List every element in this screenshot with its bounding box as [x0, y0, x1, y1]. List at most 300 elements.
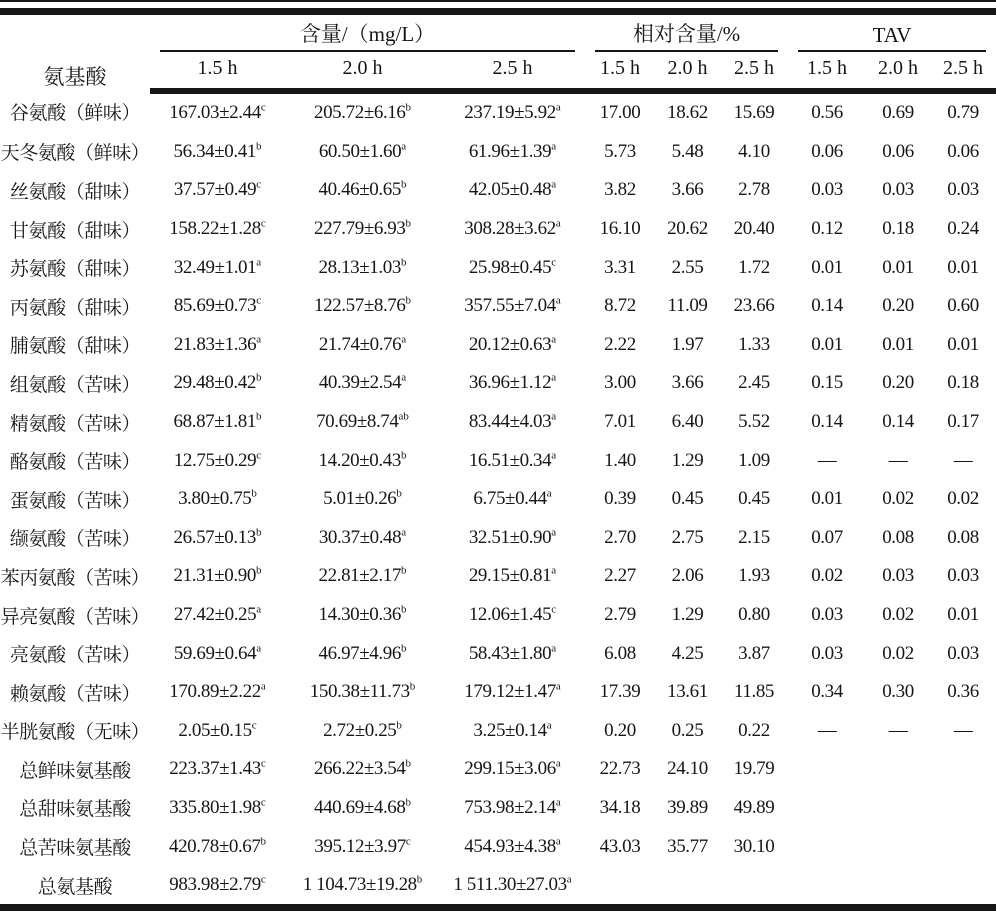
significance-superscript: c — [260, 101, 266, 114]
content-value-cell: 983.98±2.79$^c$ — [169, 873, 266, 896]
content-value-cell: 150.38±11.73$^b$ — [309, 680, 416, 703]
significance-superscript: c — [260, 873, 266, 886]
significance-superscript: b — [255, 526, 262, 539]
content-value-cell: 12.75±0.29$^c$ — [173, 449, 262, 471]
amino-acid-name: 甘氨酸（甜味） — [9, 220, 141, 242]
relative-value-cell: 5.73 — [604, 140, 636, 162]
tav-value-cell: 0.03 — [811, 604, 843, 626]
relative-value-cell: 17.00 — [599, 102, 641, 124]
content-value-cell: 440.69±4.68$^b$ — [313, 796, 412, 818]
tav-value-cell: 0.02 — [882, 488, 914, 510]
content-value-cell: 40.39±2.54$^a$ — [318, 372, 407, 394]
tav-value-cell: 0.02 — [882, 604, 914, 626]
content-value-cell: 395.12±3.97$^c$ — [314, 835, 411, 857]
content-value-cell: 14.30±0.36$^b$ — [318, 603, 407, 626]
content-value-cell: 3.80±0.75$^b$ — [178, 487, 257, 510]
amino-acid-name: 丙氨酸（甜味） — [9, 297, 141, 319]
significance-superscript: a — [551, 642, 557, 655]
tav-group-label: TAV — [798, 23, 986, 52]
significance-superscript: a — [256, 642, 262, 655]
tav-value-cell: 0.01 — [811, 488, 843, 510]
relative-value-cell: 20.62 — [667, 218, 708, 240]
tav-value-cell — [788, 789, 866, 828]
tav-value-cell: 0.06 — [947, 140, 979, 162]
tav-value-cell: 0.03 — [882, 179, 914, 201]
content-value-cell: 335.80±1.98$^c$ — [169, 796, 266, 818]
amino-acid-name: 缬氨酸（苦味） — [9, 529, 141, 551]
significance-superscript: b — [260, 835, 267, 848]
table-row — [0, 673, 996, 712]
relative-value-cell: 23.66 — [733, 295, 775, 317]
significance-superscript: a — [546, 719, 552, 732]
content-value-cell: 27.42±0.25$^a$ — [173, 603, 262, 626]
tav-value-cell — [930, 866, 996, 908]
amino-acid-name: 天冬氨酸（鲜味） — [0, 143, 150, 165]
content-value-cell: 2.72±0.25$^b$ — [323, 719, 402, 741]
content-value-cell: 20.12±0.63$^a$ — [468, 333, 557, 355]
top-rule — [0, 0, 996, 2]
relative-value-cell: 18.62 — [667, 102, 708, 124]
relative-value-cell: 2.79 — [604, 604, 636, 626]
content-sub-header-3: 2.5 h — [440, 52, 585, 91]
content-value-cell: 26.57±0.13$^b$ — [173, 526, 262, 548]
table-row — [0, 634, 996, 673]
significance-superscript: a — [555, 835, 561, 848]
relative-value-cell: 13.61 — [667, 681, 708, 703]
tav-value-cell: 0.06 — [811, 140, 843, 162]
significance-superscript: b — [405, 294, 412, 307]
tav-value-cell: 0.24 — [947, 218, 979, 240]
significance-superscript: b — [400, 603, 407, 616]
tav-value-cell — [788, 866, 866, 908]
content-value-cell: 21.83±1.36$^a$ — [173, 333, 262, 355]
tav-value-cell: 0.14 — [811, 295, 843, 317]
significance-superscript: c — [256, 449, 262, 462]
content-value-cell: 16.51±0.34$^a$ — [468, 449, 557, 471]
tav-value-cell: 0.60 — [947, 295, 979, 317]
content-value-cell: 454.93±4.38$^a$ — [464, 835, 561, 857]
significance-superscript: a — [551, 410, 557, 423]
amino-acid-name: 苏氨酸（甜味） — [9, 259, 141, 281]
relative-value-cell: 16.10 — [599, 218, 641, 240]
amino-acid-name: 精氨酸（苦味） — [9, 413, 141, 435]
significance-superscript: a — [401, 526, 407, 539]
relative-value-cell — [720, 866, 788, 908]
significance-superscript: c — [260, 217, 266, 230]
relative-value-cell: 2.78 — [738, 179, 770, 201]
relative-value-cell: 3.66 — [671, 179, 704, 201]
tav-value-cell: 0.01 — [811, 333, 843, 355]
significance-superscript: c — [256, 294, 262, 307]
amino-acid-name: 苯丙氨酸（苦味） — [0, 567, 150, 589]
tav-value-cell — [866, 789, 930, 828]
significance-superscript: c — [251, 719, 257, 732]
relative-sub-header-1: 1.5 h — [585, 52, 655, 91]
significance-superscript: a — [555, 680, 561, 693]
amino-acid-name: 总氨基酸 — [37, 876, 113, 898]
amino-acid-name: 蛋氨酸（苦味） — [9, 490, 141, 512]
content-value-cell: 5.01±0.26$^b$ — [323, 487, 402, 510]
table-row — [0, 171, 996, 210]
significance-superscript: a — [555, 796, 561, 809]
relative-value-cell: 11.09 — [667, 295, 708, 317]
tav-value-cell: 0.03 — [811, 179, 843, 201]
relative-value-cell: 5.48 — [671, 140, 704, 162]
content-value-cell: 37.57±0.49$^c$ — [173, 179, 262, 201]
table-row — [0, 596, 996, 635]
significance-superscript: a — [256, 603, 262, 616]
relative-value-cell: 0.25 — [671, 719, 704, 741]
significance-superscript: a — [551, 333, 557, 346]
amino-acid-name: 总苦味氨基酸 — [19, 838, 131, 860]
tav-value-cell: 0.03 — [947, 565, 979, 587]
tav-value-cell: 0.12 — [811, 218, 843, 240]
content-value-cell: 2.05±0.15$^c$ — [178, 719, 257, 741]
relative-value-cell: 7.01 — [604, 411, 636, 433]
significance-superscript: a — [401, 333, 407, 346]
amino-acid-name: 亮氨酸（苦味） — [9, 645, 141, 667]
tav-value-cell: 0.01 — [947, 333, 979, 355]
tav-value-cell — [930, 750, 996, 789]
table-row — [0, 326, 996, 365]
table-row — [0, 441, 996, 480]
relative-value-cell: 35.77 — [667, 835, 708, 857]
tav-value-cell: 0.56 — [811, 102, 843, 124]
content-value-cell: 85.69±0.73$^c$ — [173, 294, 262, 317]
tav-value-cell: — — [888, 719, 908, 741]
significance-superscript: a — [555, 758, 561, 771]
significance-superscript: b — [400, 565, 407, 578]
content-sub-header-1: 1.5 h — [150, 52, 285, 91]
significance-superscript: b — [405, 796, 412, 809]
content-value-cell: 12.06±1.45$^c$ — [468, 603, 557, 626]
significance-superscript: a — [256, 333, 262, 346]
content-value-cell: 58.43±1.80$^a$ — [468, 642, 557, 664]
significance-superscript: b — [405, 758, 412, 771]
significance-superscript: a — [555, 294, 561, 307]
relative-value-cell: 2.06 — [671, 565, 704, 587]
significance-superscript: b — [251, 487, 257, 500]
tav-value-cell: 0.20 — [882, 372, 914, 394]
relative-value-cell: 3.82 — [604, 179, 636, 201]
relative-value-cell: 2.15 — [738, 526, 770, 548]
tav-value-cell: 0.79 — [947, 102, 979, 124]
tav-value-cell: 0.30 — [882, 681, 914, 703]
significance-superscript: a — [401, 372, 407, 385]
content-value-cell: 83.44±4.03$^a$ — [468, 410, 557, 433]
tav-value-cell: 0.34 — [811, 681, 843, 703]
table-row — [0, 480, 996, 519]
significance-superscript: c — [260, 758, 266, 771]
tav-value-cell — [788, 750, 866, 789]
content-value-cell: 14.20±0.43$^b$ — [318, 449, 407, 471]
content-value-cell: 42.05±0.48$^a$ — [468, 179, 557, 201]
content-value-cell: 3.25±0.14$^a$ — [473, 719, 552, 741]
significance-superscript: b — [400, 179, 407, 192]
tav-value-cell: 0.08 — [882, 526, 914, 548]
significance-superscript: c — [260, 796, 266, 809]
significance-superscript: b — [409, 680, 416, 693]
relative-group-label: 相对含量/% — [595, 18, 778, 52]
significance-superscript: c — [405, 835, 411, 848]
tav-value-cell: 0.36 — [947, 681, 979, 703]
relative-value-cell: 3.31 — [604, 256, 636, 278]
relative-value-cell: 2.70 — [604, 526, 636, 548]
significance-superscript: a — [555, 101, 561, 114]
relative-value-cell: 2.22 — [604, 333, 636, 355]
significance-superscript: b — [396, 487, 402, 500]
amino-acid-name: 丝氨酸（甜味） — [9, 181, 141, 203]
content-value-cell: 420.78±0.67$^b$ — [168, 835, 267, 857]
tav-value-cell: 0.18 — [947, 372, 979, 394]
relative-value-cell: 1.33 — [738, 333, 770, 355]
tav-value-cell: 0.18 — [882, 218, 914, 240]
significance-superscript: b — [400, 449, 407, 462]
significance-superscript: a — [551, 372, 557, 385]
content-value-cell: 266.22±3.54$^b$ — [313, 758, 412, 780]
significance-superscript: c — [551, 256, 557, 269]
significance-superscript: b — [405, 101, 412, 114]
significance-superscript: a — [256, 256, 262, 269]
relative-value-cell: 0.80 — [738, 604, 770, 626]
significance-superscript: a — [551, 140, 557, 153]
content-value-cell: 167.03±2.44$^c$ — [169, 101, 266, 124]
tav-value-cell: 0.69 — [882, 102, 914, 124]
relative-value-cell — [655, 866, 720, 908]
content-value-cell: 237.19±5.92$^a$ — [464, 101, 561, 124]
relative-value-cell — [585, 866, 655, 908]
table-row — [0, 750, 996, 789]
content-value-cell: 68.87±1.81$^b$ — [173, 410, 262, 433]
relative-sub-header-3: 2.5 h — [720, 52, 788, 91]
table-body — [0, 91, 996, 908]
amino-acid-name: 脯氨酸（甜味） — [9, 336, 141, 358]
relative-value-cell: 5.52 — [738, 411, 770, 433]
relative-value-cell: 0.45 — [738, 488, 770, 510]
tav-sub-header-1: 1.5 h — [788, 52, 866, 91]
tav-value-cell — [930, 789, 996, 828]
tav-value-cell — [866, 750, 930, 789]
content-value-cell: 753.98±2.14$^a$ — [464, 796, 561, 818]
significance-superscript: c — [551, 603, 557, 616]
tav-value-cell — [930, 827, 996, 866]
content-value-cell: 227.79±6.93$^b$ — [313, 217, 412, 240]
content-value-cell: 29.15±0.81$^a$ — [468, 565, 557, 587]
content-value-cell: 25.98±0.45$^c$ — [468, 256, 557, 278]
content-value-cell: 1 104.73±19.28$^b$ — [302, 873, 423, 896]
tav-value-cell: 0.07 — [811, 526, 843, 548]
content-value-cell: 22.81±2.17$^b$ — [318, 565, 407, 587]
tav-value-cell: 0.01 — [882, 256, 914, 278]
relative-value-cell: 0.39 — [604, 488, 636, 510]
content-value-cell: 28.13±1.03$^b$ — [318, 256, 407, 278]
content-value-cell: 59.69±0.64$^a$ — [173, 642, 262, 664]
relative-value-cell: 0.45 — [671, 488, 704, 510]
tav-value-cell: 0.06 — [882, 140, 914, 162]
significance-superscript: c — [256, 179, 262, 192]
significance-superscript: a — [555, 217, 561, 230]
relative-value-cell: 6.40 — [671, 411, 704, 433]
content-value-cell: 122.57±8.76$^b$ — [313, 294, 412, 317]
relative-value-cell: 22.73 — [599, 758, 641, 780]
relative-value-cell: 43.03 — [599, 835, 641, 857]
header-sub-row — [0, 52, 996, 91]
content-value-cell: 30.37±0.48$^a$ — [318, 526, 407, 548]
significance-superscript: a — [401, 140, 407, 153]
significance-superscript: b — [396, 719, 402, 732]
relative-value-cell: 8.72 — [604, 295, 636, 317]
table-row — [0, 866, 996, 908]
table-row — [0, 133, 996, 172]
relative-value-cell: 34.18 — [599, 796, 641, 818]
content-group-header — [150, 12, 585, 53]
tav-value-cell: 0.01 — [811, 256, 843, 278]
table-row — [0, 248, 996, 287]
table-row — [0, 827, 996, 866]
content-value-cell: 205.72±6.16$^b$ — [313, 101, 412, 124]
relative-value-cell: 19.79 — [733, 758, 775, 780]
tav-value-cell: 0.14 — [811, 411, 843, 433]
significance-superscript: a — [260, 680, 266, 693]
content-value-cell: 21.31±0.90$^b$ — [173, 565, 262, 587]
content-value-cell: 70.69±8.74$^{ab}$ — [316, 410, 409, 433]
table-row — [0, 287, 996, 326]
content-value-cell: 56.34±0.41$^b$ — [173, 140, 262, 162]
content-value-cell: 36.96±1.12$^a$ — [468, 372, 557, 394]
relative-value-cell: 17.39 — [599, 681, 641, 703]
amino-acid-name: 酪氨酸（苦味） — [9, 452, 141, 474]
relative-value-cell: 1.29 — [671, 449, 704, 471]
relative-value-cell: 1.40 — [604, 449, 636, 471]
significance-superscript: a — [546, 487, 552, 500]
content-value-cell: 21.74±0.76$^a$ — [318, 333, 407, 355]
tav-value-cell: 0.14 — [882, 411, 914, 433]
tav-value-cell: 0.02 — [811, 565, 843, 587]
relative-value-cell: 49.89 — [733, 796, 775, 818]
relative-value-cell: 1.29 — [671, 604, 704, 626]
relative-value-cell: 2.45 — [738, 372, 770, 394]
amino-acid-name: 赖氨酸（苦味） — [9, 683, 141, 705]
relative-value-cell: 4.10 — [738, 140, 770, 162]
content-value-cell: 158.22±1.28$^c$ — [169, 217, 266, 240]
relative-value-cell: 2.27 — [604, 565, 636, 587]
content-value-cell: 1 511.30±27.03$^a$ — [453, 873, 572, 896]
tav-value-cell: — — [953, 719, 973, 741]
relative-value-cell: 20.40 — [733, 218, 775, 240]
table-row — [0, 712, 996, 751]
tav-value-cell: — — [953, 449, 973, 471]
table-row — [0, 557, 996, 596]
tav-value-cell — [788, 827, 866, 866]
relative-value-cell: 3.00 — [604, 372, 636, 394]
relative-value-cell: 6.08 — [604, 642, 636, 664]
content-value-cell: 46.97±4.96$^b$ — [318, 642, 407, 664]
relative-value-cell: 0.22 — [738, 719, 770, 741]
table-header — [0, 12, 996, 92]
tav-group-header — [788, 12, 996, 53]
relative-value-cell: 2.55 — [671, 256, 704, 278]
significance-superscript: a — [551, 526, 557, 539]
tav-value-cell: 0.02 — [882, 642, 914, 664]
significance-superscript: a — [551, 179, 557, 192]
tav-value-cell: 0.01 — [947, 256, 979, 278]
amino-acid-name: 总鲜味氨基酸 — [19, 760, 131, 782]
content-value-cell: 179.12±1.47$^a$ — [464, 680, 561, 703]
tav-value-cell: 0.01 — [882, 333, 914, 355]
amino-acid-name: 异亮氨酸（苦味） — [0, 606, 150, 628]
relative-value-cell: 1.97 — [671, 333, 704, 355]
amino-acid-table — [0, 8, 996, 911]
table-row — [0, 519, 996, 558]
significance-superscript: a — [551, 565, 557, 578]
significance-superscript: b — [255, 565, 262, 578]
content-value-cell: 29.48±0.42$^b$ — [173, 372, 262, 394]
tav-value-cell: 0.08 — [947, 526, 979, 548]
relative-value-cell: 1.93 — [738, 565, 770, 587]
tav-value-cell: 0.03 — [882, 565, 914, 587]
amino-acid-column-header: 氨基酸 — [43, 65, 107, 89]
tav-value-cell: 0.17 — [947, 411, 979, 433]
significance-superscript: b — [255, 140, 262, 153]
relative-value-cell: 3.66 — [671, 372, 704, 394]
table-row — [0, 210, 996, 249]
relative-value-cell: 24.10 — [667, 758, 708, 780]
content-value-cell: 32.49±1.01$^a$ — [173, 256, 262, 278]
amino-acid-name: 组氨酸（苦味） — [9, 374, 141, 396]
relative-value-cell: 30.10 — [733, 835, 775, 857]
significance-superscript: b — [255, 372, 262, 385]
tav-value-cell: 0.01 — [947, 604, 979, 626]
content-value-cell: 299.15±3.06$^a$ — [464, 758, 561, 780]
tav-value-cell: — — [888, 449, 908, 471]
significance-superscript: b — [405, 217, 412, 230]
content-group-label: 含量/（mg/L） — [160, 18, 575, 52]
tav-value-cell: 0.03 — [947, 179, 979, 201]
tav-value-cell — [866, 866, 930, 908]
content-value-cell: 357.55±7.04$^a$ — [464, 294, 561, 317]
relative-value-cell: 11.85 — [733, 681, 775, 703]
relative-value-cell: 1.09 — [738, 449, 770, 471]
amino-acid-name: 总甜味氨基酸 — [19, 799, 131, 821]
content-value-cell: 308.28±3.62$^a$ — [464, 217, 561, 240]
relative-value-cell: 15.69 — [733, 102, 775, 124]
relative-value-cell: 1.72 — [738, 256, 770, 278]
content-value-cell: 61.96±1.39$^a$ — [468, 140, 557, 162]
content-value-cell: 170.89±2.22$^a$ — [169, 680, 266, 703]
content-value-cell: 60.50±1.60$^a$ — [318, 140, 407, 162]
relative-group-header — [585, 12, 788, 53]
content-value-cell: 223.37±1.43$^c$ — [169, 758, 266, 780]
tav-value-cell — [866, 827, 930, 866]
content-value-cell: 40.46±0.65$^b$ — [318, 179, 407, 201]
tav-value-cell: 0.02 — [947, 488, 979, 510]
tav-sub-header-3: 2.5 h — [930, 52, 996, 91]
tav-sub-header-2: 2.0 h — [866, 52, 930, 91]
significance-superscript: b — [255, 410, 262, 423]
significance-superscript: a — [566, 873, 572, 886]
relative-value-cell: 2.75 — [671, 526, 704, 548]
table-row — [0, 789, 996, 828]
header-group-row — [0, 12, 996, 53]
significance-superscript: a — [551, 449, 557, 462]
tav-value-cell: 0.03 — [947, 642, 979, 664]
tav-value-cell: 0.15 — [811, 372, 843, 394]
relative-value-cell: 39.89 — [667, 796, 708, 818]
significance-superscript: b — [400, 642, 407, 655]
significance-superscript: b — [416, 873, 423, 886]
tav-value-cell: 0.20 — [882, 295, 914, 317]
content-sub-header-2: 2.0 h — [285, 52, 440, 91]
